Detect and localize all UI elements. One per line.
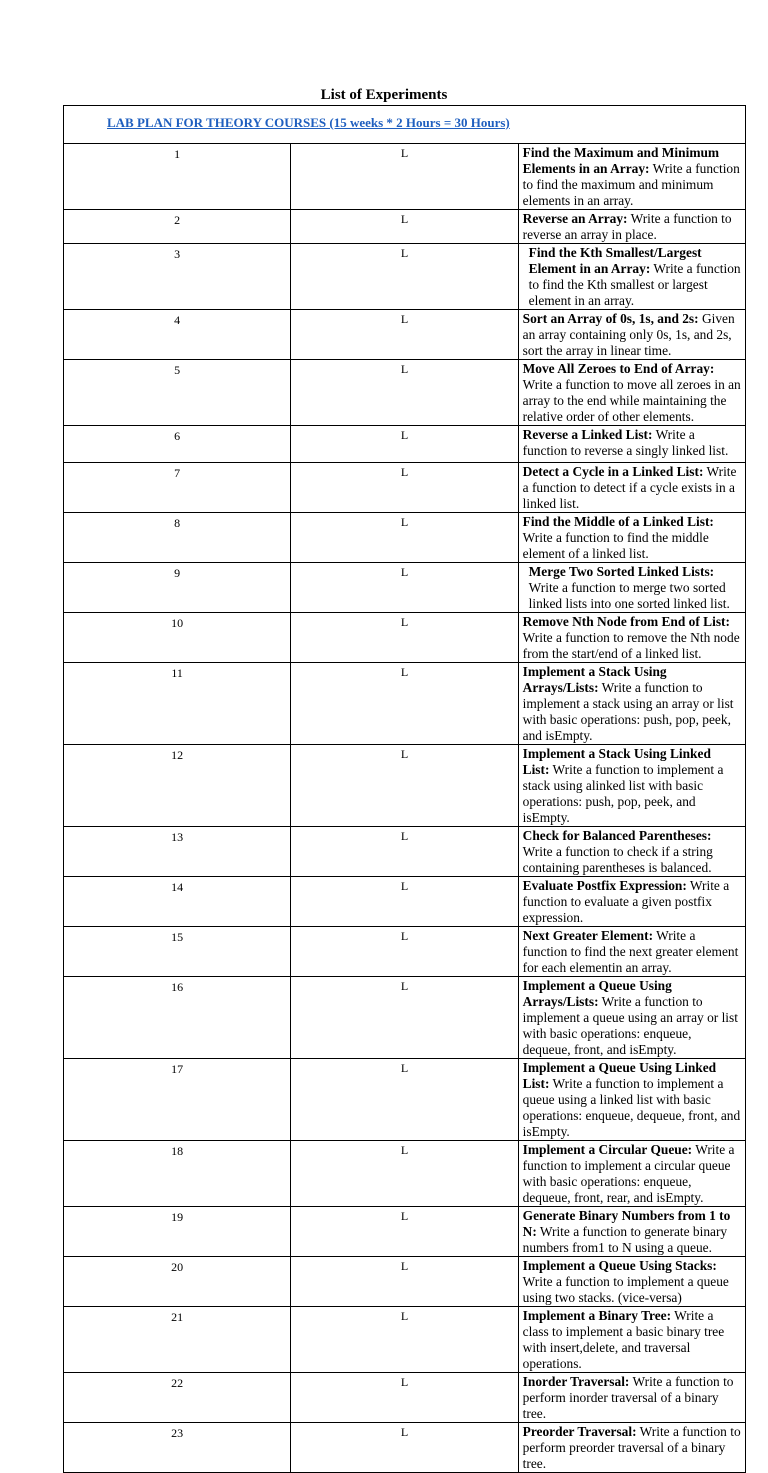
experiment-text: Write a function to implement a queue using an array or list with basic operations: enqueue, dequeue, front, and isEmpty. xyxy=(522,994,738,1057)
experiment-text: Write a function to reverse an array in place. xyxy=(522,211,732,242)
experiment-description xyxy=(518,463,745,513)
experiment-description xyxy=(518,877,745,927)
experiment-title: Implement a Queue Using Stacks: xyxy=(522,1258,717,1273)
experiment-text: Write a function to perform preorder traversal of a binary tree. xyxy=(522,1424,741,1471)
experiment-row xyxy=(64,663,746,745)
experiment-number: 11 xyxy=(64,663,291,745)
experiment-title: Implement a Binary Tree: xyxy=(522,1308,672,1323)
experiment-row xyxy=(64,1207,746,1257)
experiment-number: 2 xyxy=(64,210,291,244)
experiment-description xyxy=(518,745,745,827)
experiment-title: Find the Maximum and Minimum Elements in an Array: xyxy=(522,145,720,176)
experiment-number: 20 xyxy=(64,1257,291,1307)
experiment-title: Implement a Queue Using Linked List: xyxy=(522,1060,717,1091)
experiment-description xyxy=(518,1423,745,1473)
experiment-text: Write a function to find the next greater element for each elementin an array. xyxy=(522,928,739,975)
experiment-row xyxy=(64,1307,746,1373)
experiment-number: 22 xyxy=(64,1373,291,1423)
experiment-title: Preorder Traversal: xyxy=(522,1424,637,1439)
experiment-number: 7 xyxy=(64,463,291,513)
experiment-description xyxy=(518,1141,745,1207)
experiments-table-body xyxy=(64,106,746,1473)
experiment-description xyxy=(518,426,745,463)
experiment-number: 6 xyxy=(64,426,291,463)
experiment-row xyxy=(64,513,746,563)
experiment-number: 5 xyxy=(64,360,291,426)
experiment-type: L xyxy=(291,663,518,745)
experiment-text: Write a function to implement a queue using a linked list with basic operations: enqueue, dequeue, front, and isEmpty. xyxy=(522,1076,741,1139)
experiment-title: Next Greater Element: xyxy=(522,928,654,943)
experiment-number: 15 xyxy=(64,927,291,977)
experiment-type: L xyxy=(291,1257,518,1307)
experiment-type: L xyxy=(291,244,518,310)
experiment-title: Remove Nth Node from End of List: xyxy=(522,614,730,629)
experiment-text: Write a function to evaluate a given postfix expression. xyxy=(522,878,730,925)
experiment-number: 14 xyxy=(64,877,291,927)
experiment-type: L xyxy=(291,1059,518,1141)
experiment-text: Write a function to perform inorder traversal of a binary tree. xyxy=(522,1374,734,1421)
experiment-type: L xyxy=(291,1373,518,1423)
page-title: List of Experiments xyxy=(320,87,448,103)
experiment-type: L xyxy=(291,613,518,663)
experiment-description xyxy=(518,827,745,877)
experiment-text: Write a function to reverse a singly linked list. xyxy=(522,427,729,458)
experiment-text: Write a function to detect if a cycle exists in a linked list. xyxy=(522,464,737,511)
experiment-text: Write a function to check if a string containing parentheses is balanced. xyxy=(522,844,713,875)
experiment-title: Merge Two Sorted Linked Lists: xyxy=(528,564,715,579)
experiment-row xyxy=(64,426,746,463)
experiment-description xyxy=(518,1257,745,1307)
experiment-type: L xyxy=(291,877,518,927)
experiment-text: Write a function to find the Kth smallest or largest element in an array. xyxy=(528,261,741,308)
experiment-title: Reverse an Array: xyxy=(522,211,628,226)
experiment-text: Write a function to remove the Nth node from the start/end of a linked list. xyxy=(522,630,740,661)
experiment-type: L xyxy=(291,463,518,513)
experiment-row xyxy=(64,927,746,977)
experiment-type: L xyxy=(291,745,518,827)
experiment-title: Find the Middle of a Linked List: xyxy=(522,514,714,529)
experiment-row xyxy=(64,244,746,310)
experiment-row xyxy=(64,463,746,513)
experiment-description xyxy=(518,513,745,563)
experiment-text: Write a function to merge two sorted linked lists into one sorted linked list. xyxy=(528,580,730,611)
experiment-title: Detect a Cycle in a Linked List: xyxy=(522,464,704,479)
experiment-text: Write a function to generate binary numbers from1 to N using a queue. xyxy=(522,1224,728,1255)
experiment-text: Write a function to implement a queue using two stacks. (vice-versa) xyxy=(522,1274,729,1305)
experiment-description xyxy=(518,663,745,745)
experiment-number: 17 xyxy=(64,1059,291,1141)
experiment-row xyxy=(64,827,746,877)
experiment-text: Write a function to implement a stack using an array or list with basic operations: push, pop, peek, and isEmpty. xyxy=(522,680,734,743)
experiment-row xyxy=(64,1373,746,1423)
experiment-row xyxy=(64,144,746,210)
experiment-title: Inorder Traversal: xyxy=(522,1374,630,1389)
experiment-description xyxy=(518,1307,745,1373)
experiment-title: Implement a Stack Using Linked List: xyxy=(522,746,711,777)
experiment-title: Evaluate Postfix Expression: xyxy=(522,878,687,893)
experiment-number: 21 xyxy=(64,1307,291,1373)
experiment-text: Write a function to implement a circular queue with basic operations: enqueue, dequeue, front, rear, and isEmpty. xyxy=(522,1142,735,1205)
experiment-row xyxy=(64,977,746,1059)
experiment-row xyxy=(64,1423,746,1473)
experiment-number: 19 xyxy=(64,1207,291,1257)
experiment-type: L xyxy=(291,1207,518,1257)
experiment-row xyxy=(64,613,746,663)
experiment-number: 18 xyxy=(64,1141,291,1207)
experiment-description xyxy=(518,1373,745,1423)
experiment-description xyxy=(518,144,745,210)
experiment-row xyxy=(64,1257,746,1307)
experiment-number: 10 xyxy=(64,613,291,663)
experiment-description xyxy=(518,613,745,663)
experiment-type: L xyxy=(291,1423,518,1473)
experiment-description xyxy=(518,310,745,360)
experiment-description xyxy=(518,927,745,977)
experiment-title: Implement a Queue Using Arrays/Lists: xyxy=(522,978,672,1009)
experiment-row xyxy=(64,563,746,613)
experiment-type: L xyxy=(291,827,518,877)
experiment-title: Check for Balanced Parentheses: xyxy=(522,828,712,843)
experiment-title: Reverse a Linked List: xyxy=(522,427,653,442)
experiment-row xyxy=(64,310,746,360)
experiment-number: 3 xyxy=(64,244,291,310)
experiment-row xyxy=(64,1141,746,1207)
experiment-type: L xyxy=(291,310,518,360)
experiment-type: L xyxy=(291,360,518,426)
experiment-type: L xyxy=(291,1307,518,1373)
experiment-type: L xyxy=(291,563,518,613)
lab-plan-link[interactable]: LAB PLAN FOR THEORY COURSES (15 weeks * 2 Hours = 30 Hours) xyxy=(107,115,510,130)
experiment-number: 9 xyxy=(64,563,291,613)
experiment-text: Given an array containing only 0s, 1s, and 2s, sort the array in linear time. xyxy=(522,311,735,358)
experiment-type: L xyxy=(291,513,518,563)
experiment-row xyxy=(64,360,746,426)
experiment-description xyxy=(518,977,745,1059)
experiment-title: Generate Binary Numbers from 1 to N: xyxy=(522,1208,731,1239)
experiment-type: L xyxy=(291,977,518,1059)
experiment-number: 1 xyxy=(64,144,291,210)
experiment-title: Sort an Array of 0s, 1s, and 2s: xyxy=(522,311,699,326)
plan-header-row xyxy=(64,106,746,144)
experiments-table xyxy=(63,105,746,1473)
plan-header-cell xyxy=(64,106,746,144)
experiment-row xyxy=(64,210,746,244)
experiment-title: Move All Zeroes to End of Array: xyxy=(522,361,715,376)
experiment-number: 4 xyxy=(64,310,291,360)
experiment-description xyxy=(518,1207,745,1257)
experiment-description xyxy=(518,563,745,613)
experiment-row xyxy=(64,745,746,827)
experiment-number: 8 xyxy=(64,513,291,563)
experiment-row xyxy=(64,877,746,927)
experiment-description xyxy=(518,1059,745,1141)
experiment-number: 13 xyxy=(64,827,291,877)
experiment-title: Implement a Stack Using Arrays/Lists: xyxy=(522,664,667,695)
experiment-title: Find the Kth Smallest/Largest Element in an Array: xyxy=(528,245,702,276)
experiment-type: L xyxy=(291,426,518,463)
experiment-title: Implement a Circular Queue: xyxy=(522,1142,693,1157)
experiment-description xyxy=(518,244,745,310)
experiment-type: L xyxy=(291,210,518,244)
experiment-text: Write a function to find the maximum and minimum elements in an array. xyxy=(522,161,740,208)
experiment-number: 12 xyxy=(64,745,291,827)
experiment-type: L xyxy=(291,144,518,210)
experiment-row xyxy=(64,1059,746,1141)
experiment-type: L xyxy=(291,927,518,977)
experiment-text: Write a class to implement a basic binary tree with insert,delete, and traversal operations. xyxy=(522,1308,725,1371)
experiment-description xyxy=(518,360,745,426)
experiment-description xyxy=(518,210,745,244)
experiment-number: 23 xyxy=(64,1423,291,1473)
experiment-type: L xyxy=(291,1141,518,1207)
experiment-text: Write a function to implement a stack using alinked list with basic operations: push, pop, peek, and isEmpty. xyxy=(522,762,724,825)
experiment-text: Write a function to find the middle element of a linked list. xyxy=(522,530,709,561)
experiment-number: 16 xyxy=(64,977,291,1059)
experiment-text: Write a function to move all zeroes in an array to the end while maintaining the relative order of other elements. xyxy=(522,377,741,424)
